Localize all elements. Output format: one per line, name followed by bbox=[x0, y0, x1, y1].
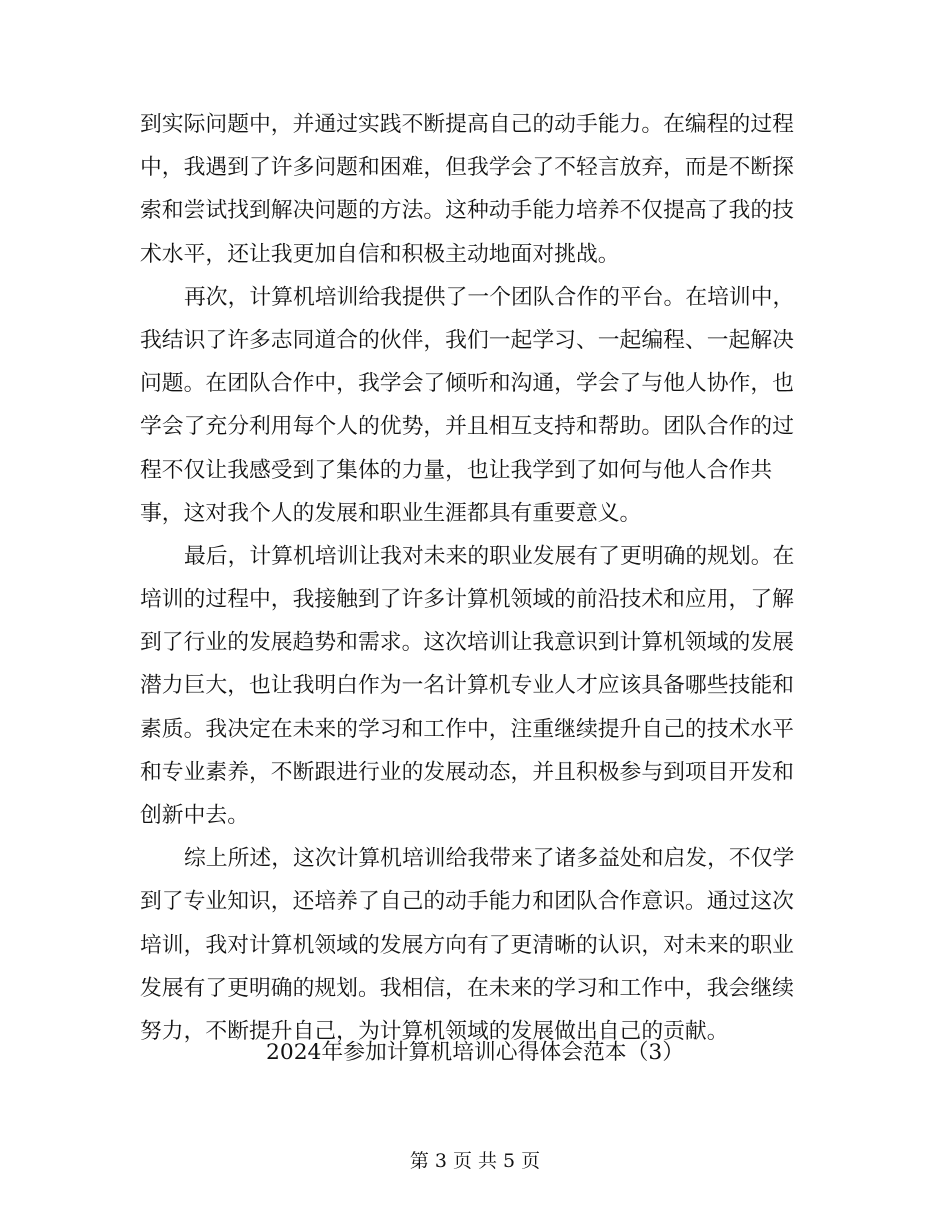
paragraph bbox=[140, 837, 800, 1053]
text-line: 索和尝试找到解决问题的方法。这种动手能力培养不仅提高了我的技 bbox=[140, 198, 794, 224]
text-line: 创新中去。 bbox=[140, 803, 249, 828]
paragraph bbox=[140, 276, 800, 535]
text-line: 我结识了许多志同道合的伙伴，我们一起学习、一起编程、一起解决 bbox=[140, 327, 794, 353]
page-footer: 第 3 页 共 5 页 bbox=[409, 1150, 541, 1172]
document-body bbox=[140, 103, 800, 1053]
text-line: 潜力巨大，也让我明白作为一名计算机专业人才应该具备哪些技能和 bbox=[140, 673, 794, 699]
text-line: 事，这对我个人的发展和职业生涯都具有重要意义。 bbox=[140, 500, 642, 526]
section-heading: 2024年参加计算机培训心得体会范本（3） bbox=[265, 1040, 685, 1065]
paragraph bbox=[140, 103, 800, 276]
text-line: 学会了充分利用每个人的优势，并且相互支持和帮助。团队合作的过 bbox=[140, 414, 794, 440]
text-line: 培训，我对计算机领域的发展方向有了更清晰的认识，对未来的职业 bbox=[140, 932, 794, 958]
text-line: 和专业素养，不断跟进行业的发展动态，并且积极参与到项目开发和 bbox=[140, 759, 794, 785]
text-line: 培训的过程中，我接触到了许多计算机领域的前沿技术和应用，了解 bbox=[140, 587, 794, 613]
text-line: 努力，不断提升自己，为计算机领域的发展做出自己的贡献。 bbox=[140, 1018, 729, 1044]
text-line: 素质。我决定在未来的学习和工作中，注重继续提升自己的技术水平 bbox=[140, 716, 794, 742]
text-line: 到实际问题中，并通过实践不断提高自己的动手能力。在编程的过程 bbox=[140, 112, 794, 137]
text-line: 术水平，还让我更加自信和积极主动地面对挑战。 bbox=[140, 241, 620, 267]
paragraph bbox=[140, 535, 800, 837]
text-line: 中，我遇到了许多问题和困难，但我学会了不轻言放弃，而是不断探 bbox=[140, 155, 794, 181]
text-line: 发展有了更明确的规划。我相信，在未来的学习和工作中，我会继续 bbox=[140, 975, 794, 1001]
text-line: 综上所述，这次计算机培训给我带来了诸多益处和启发，不仅学 bbox=[184, 846, 795, 872]
text-line: 再次，计算机培训给我提供了一个团队合作的平台。在培训中， bbox=[184, 284, 795, 310]
text-line: 程不仅让我感受到了集体的力量，也让我学到了如何与他人合作共 bbox=[140, 457, 773, 483]
text-line: 到了专业知识，还培养了自己的动手能力和团队合作意识。通过这次 bbox=[140, 889, 794, 915]
text-line: 到了行业的发展趋势和需求。这次培训让我意识到计算机领域的发展 bbox=[140, 630, 794, 656]
text-line: 问题。在团队合作中，我学会了倾听和沟通，学会了与他人协作，也 bbox=[140, 371, 794, 397]
text-line: 最后，计算机培训让我对未来的职业发展有了更明确的规划。在 bbox=[184, 543, 795, 569]
